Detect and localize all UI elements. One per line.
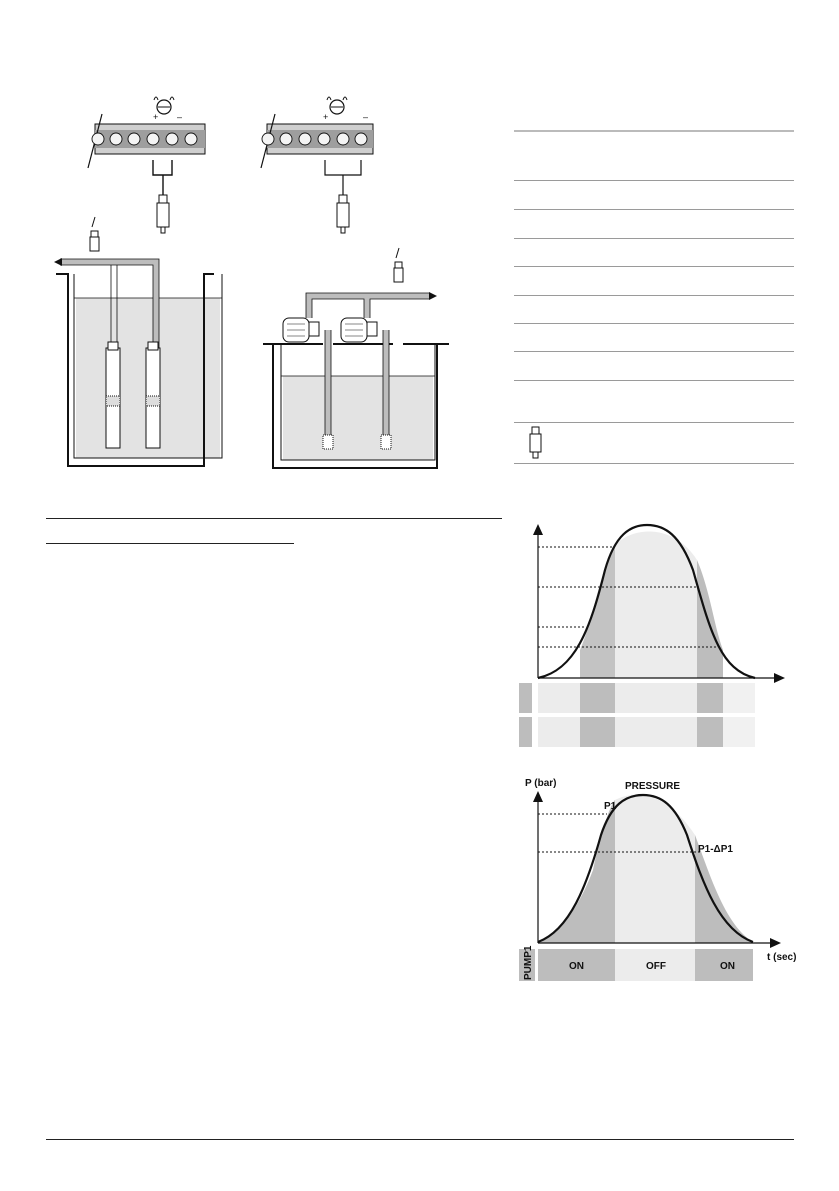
state-off: OFF bbox=[646, 961, 666, 972]
svg-text:–: – bbox=[363, 112, 369, 122]
table-rule bbox=[514, 130, 794, 132]
pressure-gauge-icon bbox=[323, 97, 368, 122]
x-axis-label: t (sec) bbox=[767, 952, 797, 963]
wiring-diagram-surface bbox=[255, 90, 455, 475]
table-rule bbox=[514, 463, 794, 464]
table-rule bbox=[514, 323, 794, 324]
wiring-diagram-submersible bbox=[40, 90, 240, 475]
x-axis-arrow bbox=[770, 938, 781, 948]
curve-label: PRESSURE bbox=[625, 781, 681, 792]
table-rule bbox=[514, 422, 794, 423]
parameter-table bbox=[514, 130, 794, 464]
pipe-pressure-sensor-icon bbox=[90, 217, 99, 251]
pressure-sensor-icon bbox=[337, 195, 349, 233]
pump-band-1 bbox=[519, 683, 755, 713]
pressure-chart-two-pumps bbox=[515, 520, 800, 755]
table-rule bbox=[514, 351, 794, 352]
tank-left bbox=[54, 258, 222, 466]
table-rule bbox=[514, 295, 794, 296]
pipe-pressure-sensor-icon bbox=[394, 248, 403, 282]
on-region-left bbox=[538, 545, 615, 678]
table-rule bbox=[514, 209, 794, 210]
y-axis-label: P (bar) bbox=[525, 778, 557, 789]
p1-label: P1 bbox=[604, 801, 617, 812]
x-axis-arrow bbox=[774, 673, 785, 683]
pump1-band bbox=[519, 949, 753, 981]
pump-band-2 bbox=[519, 717, 755, 747]
state-on-left: ON bbox=[569, 961, 584, 972]
pressure-sensor-icon bbox=[157, 195, 169, 233]
section-rule bbox=[46, 518, 502, 519]
on-region-right bbox=[697, 560, 723, 678]
table-rule bbox=[514, 238, 794, 239]
y-axis-arrow bbox=[533, 524, 543, 535]
pump1-label: PUMP1 bbox=[523, 945, 534, 980]
pressure-gauge-icon bbox=[153, 97, 182, 122]
terminal-block bbox=[88, 114, 205, 168]
on-region-left bbox=[538, 870, 615, 943]
table-rule bbox=[514, 266, 794, 267]
section-rule-short bbox=[46, 543, 294, 544]
svg-text:+: + bbox=[323, 112, 329, 122]
pressure-chart-pump1 bbox=[515, 775, 800, 985]
tank-right bbox=[263, 344, 449, 468]
off-region bbox=[615, 795, 695, 943]
terminal-block bbox=[261, 114, 373, 168]
table-rule bbox=[514, 180, 794, 181]
y-axis-arrow bbox=[533, 791, 543, 802]
page-footer-rule bbox=[46, 1139, 794, 1140]
svg-text:+: + bbox=[153, 112, 159, 122]
state-on-right: ON bbox=[720, 961, 735, 972]
p1-delta-label: P1-ΔP1 bbox=[698, 844, 733, 855]
svg-text:–: – bbox=[177, 112, 183, 122]
table-rule bbox=[514, 380, 794, 381]
pressure-sensor-icon bbox=[528, 426, 544, 460]
